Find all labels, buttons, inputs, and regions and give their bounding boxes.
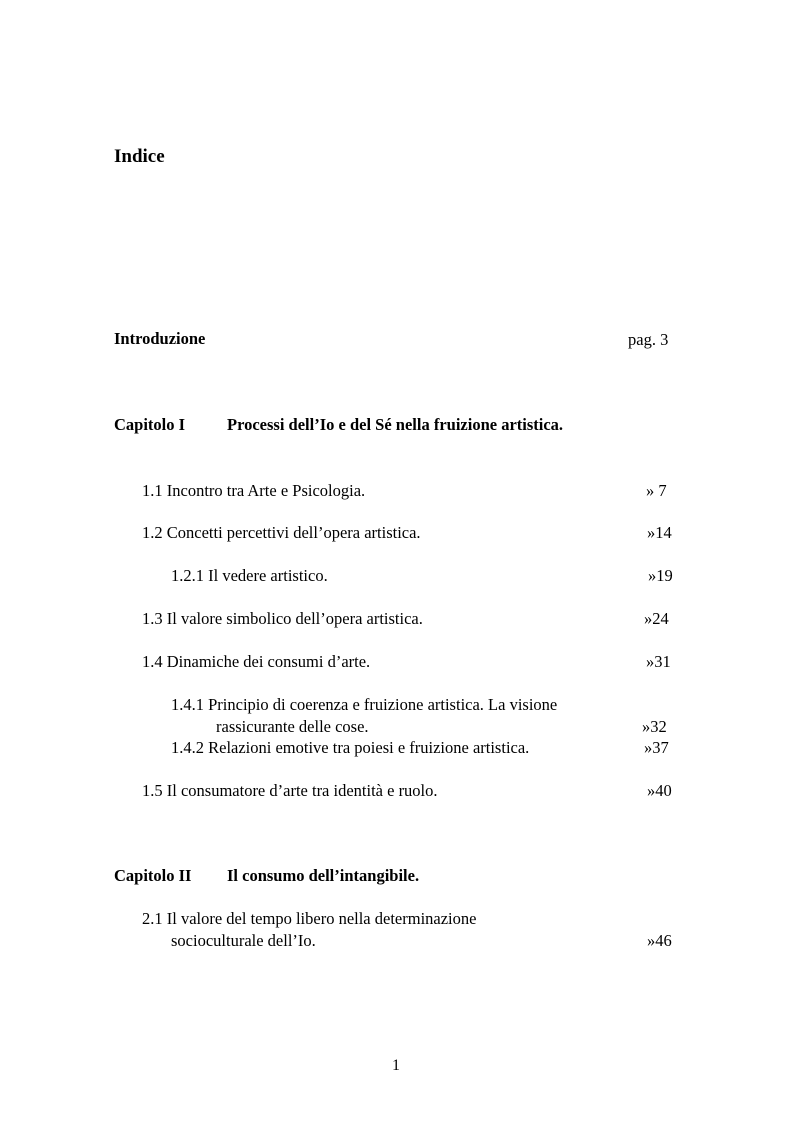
page-number: 1 [392, 1057, 400, 1074]
toc-entry-1-2: 1.2 Concetti percettivi dell’opera artistica. [142, 523, 421, 542]
introduction-label: Introduzione [114, 329, 206, 348]
chapter-1-title: Processi dell’Io e del Sé nella fruizione artistica. [227, 415, 564, 434]
introduction-page: pag. 3 [628, 330, 669, 349]
chapter-2-label: Capitolo II [114, 866, 192, 885]
toc-entry-2-1-line2: socioculturale dell’Io. [171, 931, 316, 950]
toc-entry-1-5: 1.5 Il consumatore d’arte tra identità e ruolo. [142, 781, 438, 800]
chapter-1-label: Capitolo I [114, 415, 186, 434]
toc-entry-1-2-1: 1.2.1 Il vedere artistico. [171, 566, 328, 585]
toc-entry-1-4-2-page: »37 [644, 738, 669, 757]
toc-entry-1-3: 1.3 Il valore simbolico dell’opera artistica. [142, 609, 423, 628]
toc-entry-1-1: 1.1 Incontro tra Arte e Psicologia. [142, 481, 366, 500]
toc-entry-2-1-line1: 2.1 Il valore del tempo libero nella determinazione [142, 909, 477, 928]
chapter-2-title: Il consumo dell’intangibile. [227, 866, 420, 885]
toc-entry-1-4-2: 1.4.2 Relazioni emotive tra poiesi e fruizione artistica. [171, 738, 530, 757]
index-title: Indice [114, 146, 165, 167]
toc-entry-2-1-page: »46 [647, 931, 672, 950]
toc-entry-1-4-1-line1: 1.4.1 Principio di coerenza e fruizione artistica. La visione [171, 695, 558, 714]
toc-entry-1-4-1-line2: rassicurante delle cose. [216, 717, 369, 736]
toc-entry-1-2-page: »14 [647, 523, 672, 542]
toc-entry-1-2-1-page: »19 [648, 566, 673, 585]
toc-entry-1-4: 1.4 Dinamiche dei consumi d’arte. [142, 652, 371, 671]
toc-entry-1-3-page: »24 [644, 609, 669, 628]
toc-entry-1-5-page: »40 [647, 781, 672, 800]
toc-entry-1-1-page: » 7 [646, 481, 667, 500]
toc-entry-1-4-page: »31 [646, 652, 671, 671]
toc-entry-1-4-1-page: »32 [642, 717, 667, 736]
